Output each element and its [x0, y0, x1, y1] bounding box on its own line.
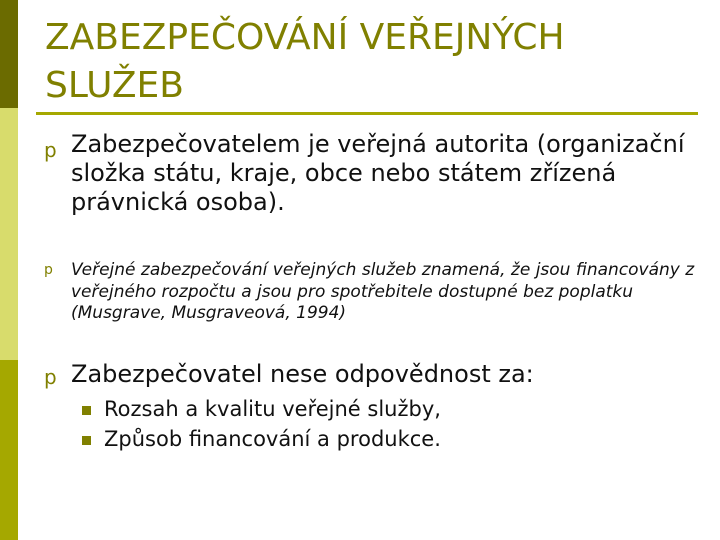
sidebar-band-top — [0, 0, 18, 108]
sub-item-1: Rozsah a kvalitu veřejné služby, — [104, 397, 441, 421]
title-divider — [36, 112, 698, 115]
sidebar-decoration — [0, 0, 18, 540]
square-bullet-icon — [82, 436, 91, 445]
square-bullet-icon — [82, 406, 91, 415]
slide-title: ZABEZPEČOVÁNÍ VEŘEJNÝCH SLUŽEB — [45, 17, 565, 106]
sub-item-2: Způsob financování a produkce. — [104, 427, 441, 451]
bullet-marker-icon: p — [44, 138, 57, 162]
sidebar-band-bottom — [0, 360, 18, 540]
bullet-marker-icon: p — [44, 262, 53, 278]
bullet-marker-icon: p — [44, 365, 57, 389]
bullet-text-3: Zabezpečovatel nese odpovědnost za: — [71, 360, 534, 388]
bullet-text-1: Zabezpečovatelem je veřejná autorita (organizační složka státu, kraje, obce nebo státem zřízená právnická osoba). — [71, 130, 685, 216]
sidebar-band-middle — [0, 108, 18, 360]
bullet-text-2: Veřejné zabezpečování veřejných služeb znamená, že jsou financovány z veřejného rozpočtu a jsou pro spotřebitele dostupné bez poplatku (Musgrave, Musgraveová, 1994) — [71, 260, 695, 323]
